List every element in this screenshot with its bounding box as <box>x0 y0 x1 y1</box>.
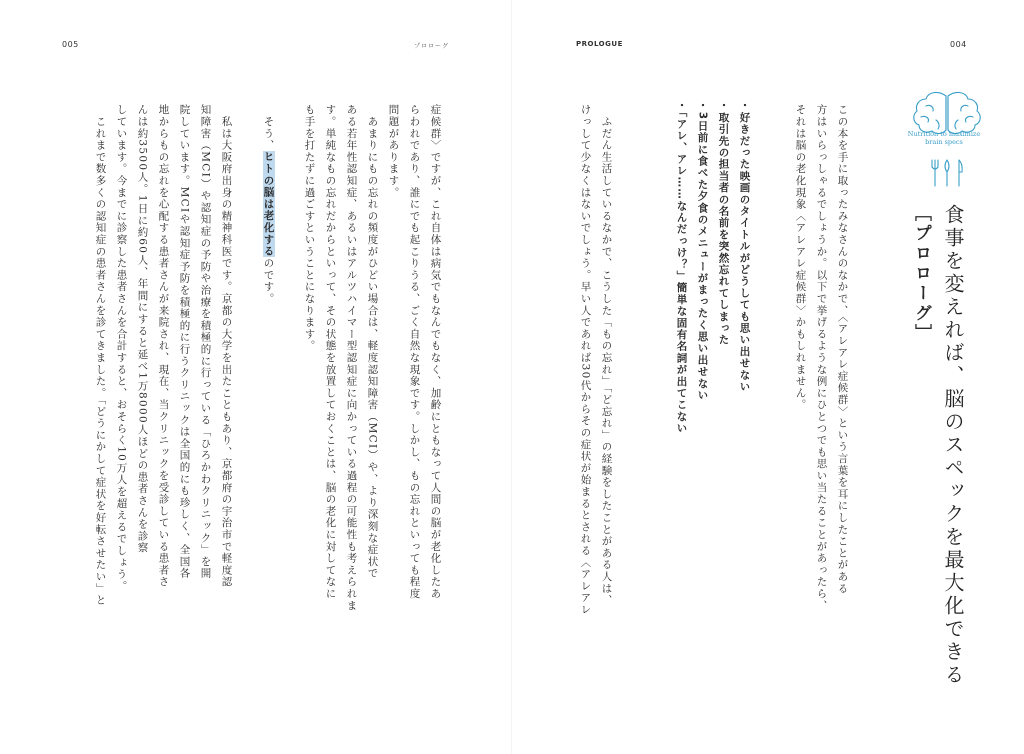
body-line: 知障害（MCI）や認知症の予防や治療を積極的に行っている「ひろかわクリニック」を開 <box>199 104 212 580</box>
emblem-caption-line: Nutrition to maximize <box>907 130 981 138</box>
body-line: す。単純なもの忘れだからといって、その状態を放置しておくことは、脳の老化に対してなに <box>324 104 337 600</box>
chapter-title <box>908 204 968 687</box>
chapter-title-main: 食事を変えれば、脳のスペックを最大化できる <box>941 204 965 687</box>
highlighted-phrase: ヒトの脳は老化する <box>262 151 275 258</box>
body-line: も手を打たずに過ごすということになります。 <box>303 104 316 352</box>
body-line: 院しています。MCIや認知症予防を積極的に行うクリニックは全国的にも珍しく、全国各 <box>178 104 191 580</box>
highlight-prefix: そう、 <box>262 104 275 152</box>
page-number-left: 005 <box>62 40 79 49</box>
body-line: 症候群〉ですが、これ自体は病気でもなんでもなく、加齢にともなって人間の脳が老化したあ <box>429 104 442 600</box>
body-line: んは約3500人。1日に約60人、年間にすると延べ1万8000人ほどの患者さんを診察 <box>136 104 149 554</box>
symptom-bullet: ・好きだった映画のタイトルがどうしても思い出せない <box>738 100 751 393</box>
body-line: けっして少なくはないでしょう。早い人であれば30代からその症状が始まるとされる〈アレアレ <box>579 104 592 616</box>
body-line: 地からもの忘れを心配する患者さんが来院され、現在、当クリニックを受診している患者さ <box>157 104 170 588</box>
symptom-bullet: ・取引先の担当者の名前を突然忘れてしまった <box>717 100 730 346</box>
body-line: 私は大阪府出身の精神科医です。京都の大学を出たこともあり、京都府の宇治市で軽度認 <box>220 104 233 588</box>
intro-line: 方はいらっしゃるでしょうか。以下で挙げるような例にひとつでも思い当たることがあったら、 <box>815 104 828 612</box>
symptom-bullet: ・3日前に食べた夕食のメニューがまったく思い出せない <box>696 100 709 402</box>
body-line: これまで数多くの認知症の患者さんを診てきました。「どうにかして症状を好転させたい」と <box>94 104 107 607</box>
emblem-caption-line: brain specs <box>925 138 963 146</box>
running-head-right: PROLOGUE <box>576 40 623 48</box>
body-line: 問題があります。 <box>387 104 400 199</box>
body-line: しています。今までに診察した患者さんを合計すると、おそらく10万人を超えるでしょう。 <box>115 104 128 592</box>
chapter-title-kicker: ［プロローグ］ <box>911 204 931 344</box>
running-head-left: プロローグ <box>414 43 450 50</box>
body-line: らわれであり、誰にでも起こりうる、ごく自然な現象です。しかし、もの忘れといっても程度 <box>408 104 421 600</box>
symptom-bullet: ・「アレ、アレ……なんだっけ？」簡単な固有名詞が出てこない <box>675 100 688 435</box>
page-number-right: 004 <box>950 40 967 49</box>
body-line-highlight <box>258 104 279 305</box>
intro-line: それは脳の老化現象〈アレアレ症候群〉かもしれません。 <box>794 104 807 411</box>
body-line: あまりにもの忘れの頻度がひどい場合は、軽度認知障害（MCI）や、より深刻な症状で <box>366 104 379 580</box>
body-line: ふだん生活しているなかで、こうした「もの忘れ」「ど忘れ」の経験をしたことがある人は、 <box>600 104 613 607</box>
highlight-suffix: のです。 <box>262 257 275 305</box>
emblem-caption <box>902 130 986 146</box>
intro-line: この本を手に取ったみなさんのなかで、〈アレアレ症候群〉という言葉を耳にしたことがある <box>836 104 849 595</box>
body-line: ある若年性認知症、あるいはアルツハイマー型認知症に向かっている過程の可能性も考えられま <box>345 104 358 612</box>
